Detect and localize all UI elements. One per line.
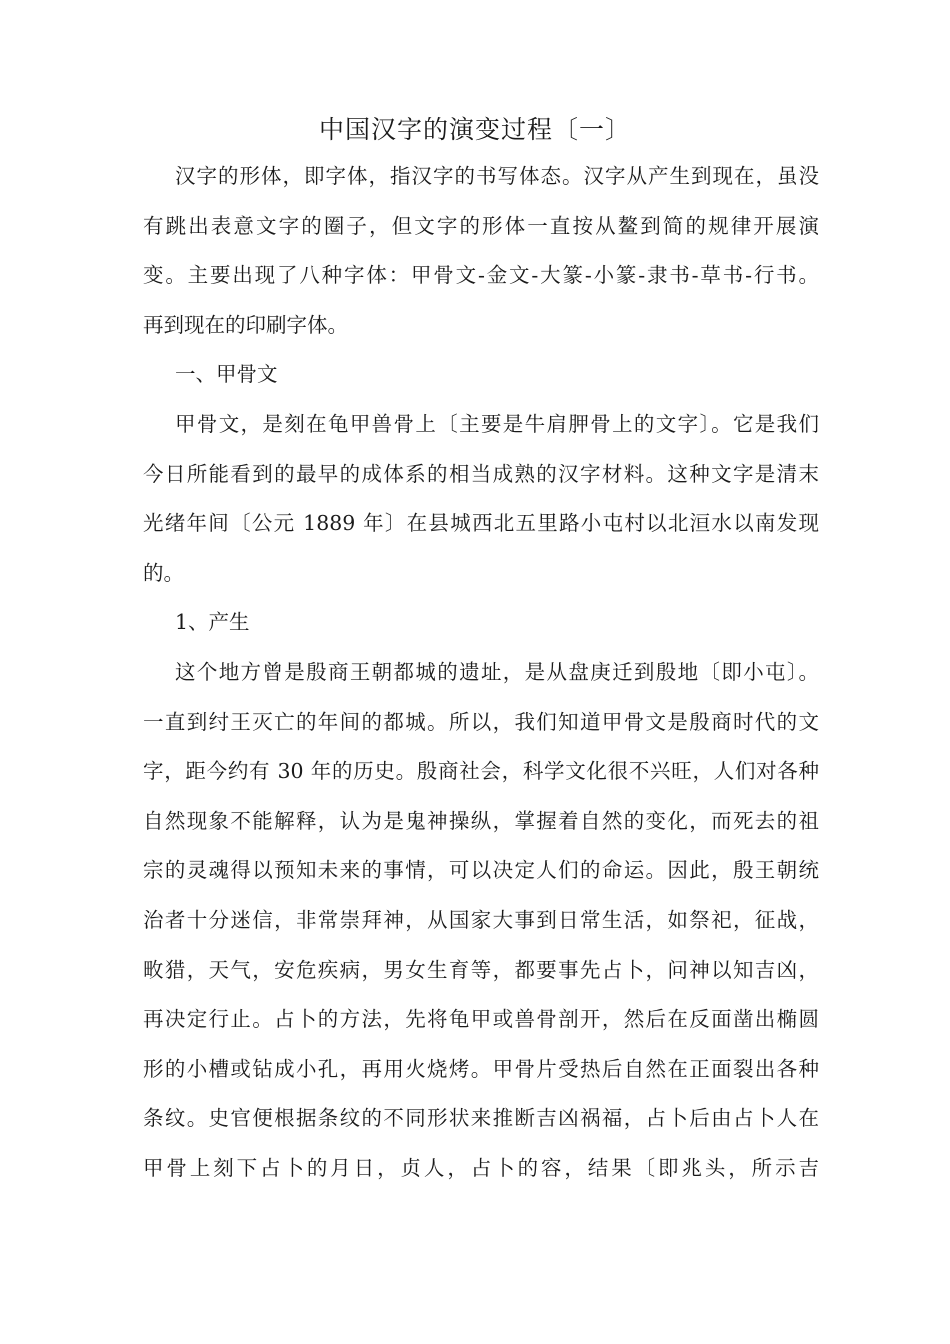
text-line: 甲骨文，是刻在龟甲兽骨上〔主要是牛肩胛骨上的文字〕。它是我们 — [175, 411, 819, 436]
text-line: 的。 — [143, 560, 184, 585]
section-heading: 一、甲骨文 — [175, 362, 278, 387]
text-line: 畋猎，天气，安危疾病，男女生育等，都要事先占卜，问神以知吉凶， — [143, 957, 819, 982]
text-line: 治者十分迷信，非常崇拜神，从国家大事到日常生活，如祭祀，征战， — [143, 907, 819, 932]
document-title: 中国汉字的演变过程〔一〕 — [318, 115, 631, 144]
text-line: 宗的灵魂得以预知未来的事情，可以决定人们的命运。因此，殷王朝统 — [143, 858, 819, 883]
document-body — [143, 152, 819, 1193]
text-line: 光绪年间〔公元 1889 年〕在县城西北五里路小屯村以北洹水以南发现 — [143, 511, 819, 536]
text-line: 甲骨上刻下占卜的月日，贞人，占卜的容，结果〔即兆头，所示吉 — [143, 1155, 819, 1180]
text-line: 一直到纣王灭亡的年间的都城。所以，我们知道甲骨文是殷商时代的文 — [143, 709, 819, 734]
text-line: 这个地方曾是殷商王朝都城的遗址，是从盘庚迁到殷地〔即小屯〕。 — [175, 659, 819, 684]
text-line: 变。主要出现了八种字体：甲骨文-金文-大篆-小篆-隶书-草书-行书。 — [143, 263, 819, 288]
text-line: 再到现在的印刷字体。 — [143, 312, 348, 337]
text-line: 字，距今约有 30 年的历史。殷商社会，科学文化很不兴旺，人们对各种 — [143, 759, 819, 784]
subsection-heading: 1、产生 — [175, 610, 250, 635]
text-line: 形的小槽或钻成小孔，再用火烧烤。甲骨片受热后自然在正面裂出各种 — [143, 1056, 819, 1081]
text-line: 再决定行止。占卜的方法，先将龟甲或兽骨剖开，然后在反面凿出椭圆 — [143, 1007, 819, 1032]
text-line: 条纹。史官便根据条纹的不同形状来推断吉凶祸福，占卜后由占卜人在 — [143, 1106, 819, 1131]
text-line: 汉字的形体，即字体，指汉字的书写体态。汉字从产生到现在，虽没 — [175, 164, 819, 188]
text-line: 自然现象不能解释，认为是鬼神操纵，掌握着自然的变化，而死去的祖 — [143, 808, 819, 833]
text-line: 有跳出表意文字的圈子，但文字的形体一直按从鳌到简的规律开展演 — [143, 213, 819, 238]
text-line: 今日所能看到的最早的成体系的相当成熟的汉字材料。这种文字是清末 — [143, 461, 819, 486]
